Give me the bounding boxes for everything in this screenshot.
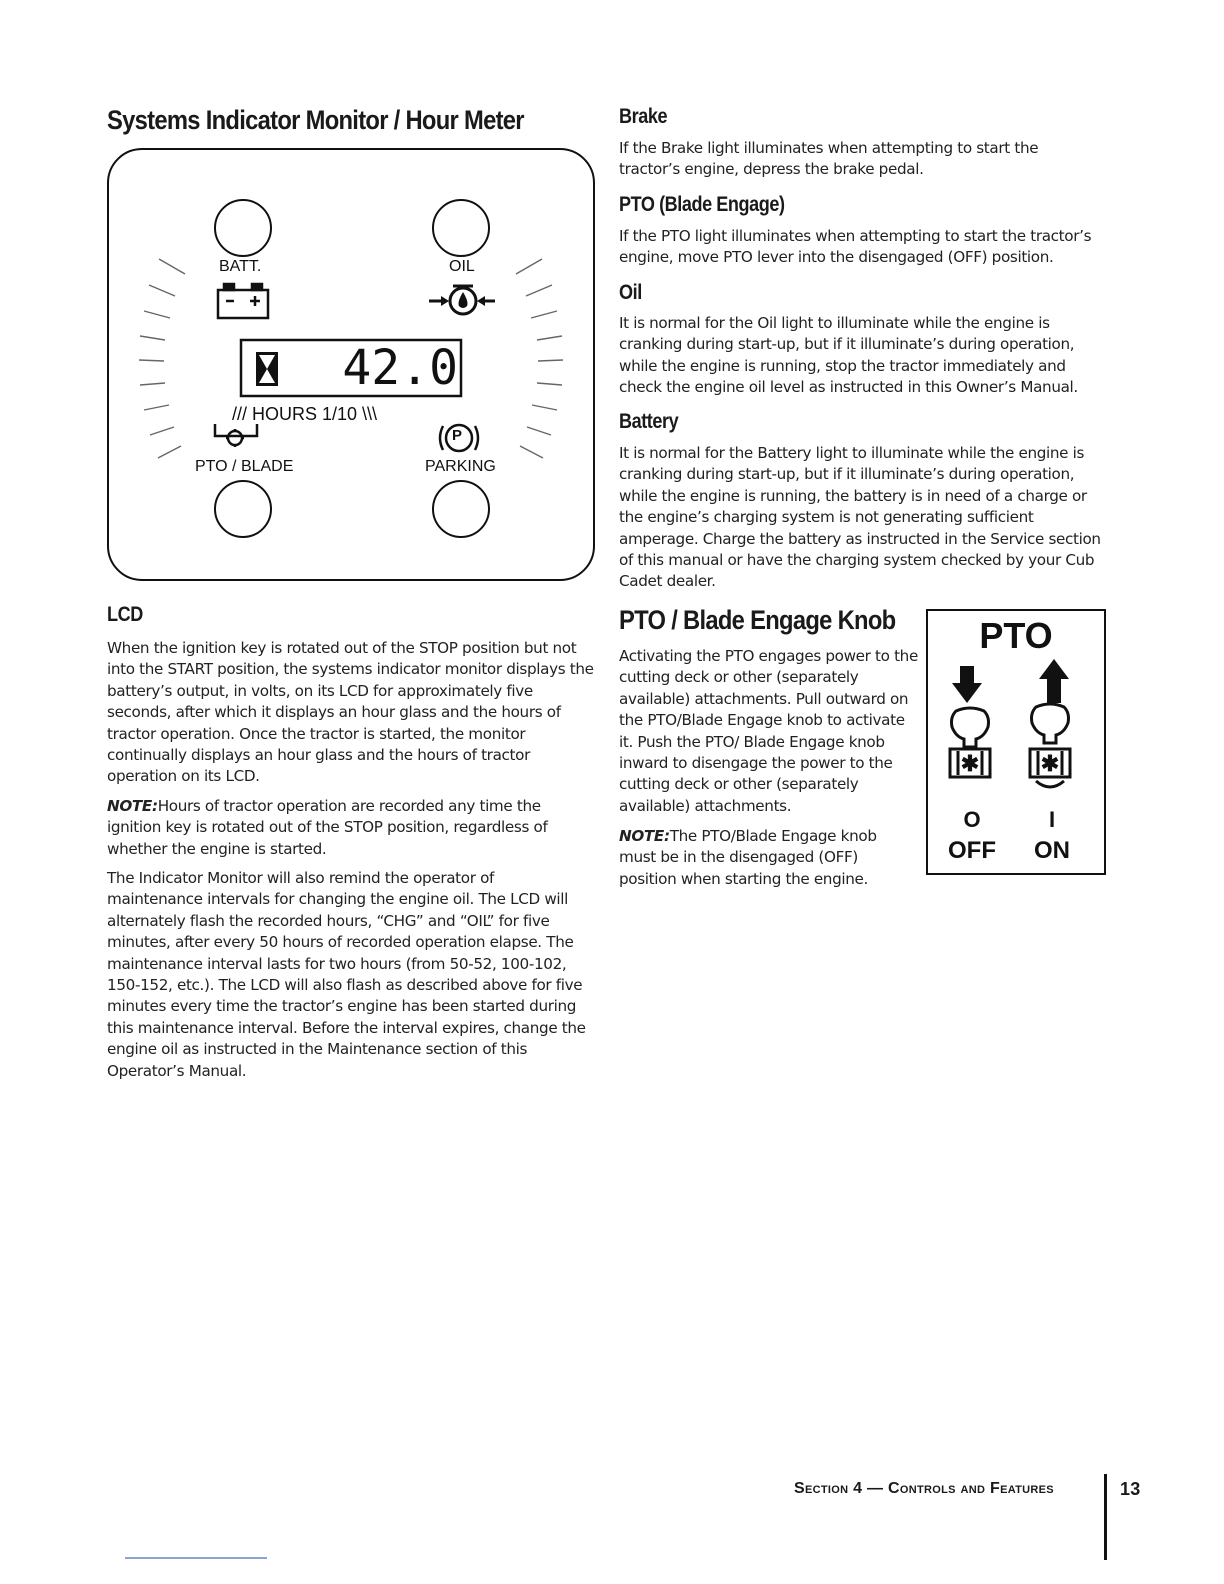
oil-label: OIL: [449, 258, 475, 275]
lcd-paragraph: When the ignition key is rotated out of the STOP position but not into the START position, the systems indicator monitor displays the battery’s output, in volts, on its LCD for approximately five seconds, after which it displays an hour glass and the hours of tractor operation. Once the tractor is started, the monitor continually displays an hour glass and the hours of tractor operation on its LCD.: [107, 639, 594, 786]
parking-label: PARKING: [425, 458, 496, 475]
batt-lamp-circle: [215, 200, 271, 256]
battery-heading: Battery: [619, 410, 679, 433]
oil-lamp-circle: [433, 200, 489, 256]
note-label: NOTE:: [107, 797, 158, 815]
oil-drop-icon: [429, 286, 495, 314]
bottom-rule: [125, 1557, 267, 1559]
pto-paragraph: If the PTO light illuminates when attempting to start the tractor’s engine, move PTO lever into the disengaged (OFF) position.: [619, 227, 1092, 267]
hourglass-icon: [256, 352, 278, 386]
off-label: OFF: [948, 837, 996, 864]
parking-lamp-circle: [433, 481, 489, 537]
pto-lamp-circle: [215, 481, 271, 537]
pto-gear-icon: [215, 424, 257, 447]
footer-section-label: Section 4 — Controls and Features: [794, 1480, 1054, 1497]
hours-label: /// HOURS 1/10 \\\: [232, 404, 378, 424]
on-symbol: I: [1048, 807, 1056, 832]
maintenance-paragraph: The Indicator Monitor will also remind the operator of maintenance intervals for changing the engine oil. The LCD will alternately flash the recorded hours, “CHG” and “OIL” for five minutes, after every 50 hours of recorded operation elapse. The maintenance interval lasts for two hours (from 50-52, 100-102, 150-152, etc.). The LCD will also flash as described above for five minutes every time the tractor’s engine has been started during this maintenance interval. Before the interval expires, change the engine oil as instructed in the Maintenance section of this Operator’s Manual.: [107, 869, 586, 1080]
lcd-note: [107, 796, 567, 860]
batt-label: BATT.: [219, 258, 262, 275]
oil-paragraph: It is normal for the Oil light to illuminate while the engine is cranking during start-up, but if it illuminate’s during operation, while the engine is running, stop the tractor immediately and check the engine oil level as instructed in this Owner’s Manual.: [619, 314, 1078, 397]
pto-blade-engage-heading: PTO (Blade Engage): [619, 193, 785, 216]
off-symbol: O: [963, 807, 981, 832]
pto-panel-title: PTO: [979, 615, 1053, 656]
gauge-ticks-left: [139, 259, 185, 458]
footer-divider: [1104, 1474, 1107, 1560]
battery-paragraph: It is normal for the Battery light to illuminate while the engine is cranking during start-up, but if it illuminate’s during operation, while the engine is running, the battery is in need of a charge or the engine’s charging system is not generating sufficient amperage. Charge the battery as instructed in the Service section of this manual or have the charging system checked by your Cub Cadet dealer.: [619, 444, 1101, 591]
section-title: Systems Indicator Monitor / Hour Meter: [107, 105, 524, 135]
knob-heading: PTO / Blade Engage Knob: [619, 605, 896, 635]
knob-note: [619, 826, 904, 890]
indicator-monitor-figure: [107, 148, 595, 582]
lcd-heading: LCD: [107, 603, 143, 626]
gauge-ticks-right: [516, 259, 563, 458]
knob-note-label: NOTE:: [619, 827, 670, 845]
page-number: 13: [1120, 1479, 1141, 1499]
pto-blade-label: PTO / BLADE: [195, 458, 294, 475]
blade-asterisk-on: ✱: [1040, 751, 1060, 776]
pto-knob-diagram: [928, 611, 1104, 873]
brake-heading: Brake: [619, 105, 668, 128]
battery-icon: [218, 284, 268, 318]
knob-paragraph: Activating the PTO engages power to the cutting deck or other (separately available) attachments. Pull outward on the PTO/Blade Engage knob to activate it. Push the PTO/ Blade Engage knob inward to disengage the power to the cutting deck or other (separately available) attachments.: [619, 647, 918, 815]
pto-panel: [926, 609, 1106, 875]
oil-heading: Oil: [619, 281, 642, 304]
knob-note-text: The PTO/Blade Engage knob must be in the disengaged (OFF) position when starting the engine.: [619, 827, 877, 888]
arrow-up-icon: [1039, 659, 1069, 703]
arrow-down-icon: [952, 666, 982, 703]
parking-symbol: P: [452, 427, 463, 444]
lcd-value: 42.0: [342, 340, 458, 396]
brake-paragraph: If the Brake light illuminates when attempting to start the tractor’s engine, depress the brake pedal.: [619, 139, 1039, 179]
on-label: ON: [1034, 837, 1070, 864]
blade-asterisk-off: ✱: [960, 751, 980, 776]
note-text: Hours of tractor operation are recorded any time the ignition key is rotated out of the STOP position, regardless of whether the engine is started.: [107, 797, 548, 858]
